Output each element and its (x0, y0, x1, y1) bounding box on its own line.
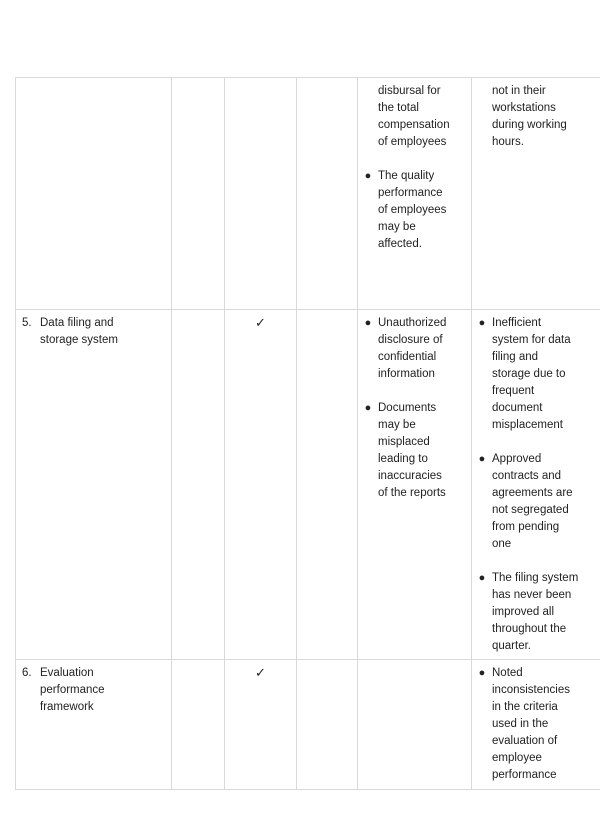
list-item: ● The quality performance of employees may be affected. (358, 168, 471, 253)
rating-cell (172, 660, 225, 790)
risk-cell (358, 78, 472, 310)
rating-cell (225, 78, 297, 310)
bullet-icon: ● (364, 170, 372, 182)
bullet-icon: ● (478, 572, 486, 584)
area-label: Evaluation performance framework (40, 667, 105, 713)
bullet-icon: ● (478, 453, 486, 465)
finding-cell (472, 660, 600, 790)
rating-cell (297, 78, 358, 310)
risk-cell (358, 660, 472, 790)
finding-cell (472, 310, 600, 660)
list-item: ● Unauthorized disclosure of confidential information (358, 315, 471, 383)
check-icon: ✓ (255, 316, 266, 331)
bullet-list (472, 310, 600, 655)
list-item: ● Approved contracts and agreements are not segregated from pending one (472, 451, 600, 553)
rating-cell (297, 310, 358, 660)
item-number: 5. (22, 317, 32, 329)
table-row (16, 310, 600, 660)
finding-cell (472, 78, 600, 310)
risk-cell (358, 310, 472, 660)
risk-assessment-table (15, 77, 600, 790)
table-row (16, 660, 600, 790)
area-item (16, 660, 171, 716)
area-cell (16, 660, 172, 790)
list-item: ● The filing system has never been improved all throughout the quarter. (472, 570, 600, 655)
bullet-list (358, 310, 471, 502)
list-item: ● Inefficient system for data filing and storage due to frequent document misplacement (472, 315, 600, 434)
area-cell (16, 78, 172, 310)
list-item: ● Noted inconsistencies in the criteria used in the evaluation of employee performance (472, 665, 600, 784)
bullet-list (358, 151, 471, 253)
area-label: Data filing and storage system (40, 317, 118, 346)
rating-cell (225, 660, 297, 790)
bullet-icon: ● (364, 317, 372, 329)
list-item: ● Documents may be misplaced leading to inaccuracies of the reports (358, 400, 471, 502)
rating-cell (225, 310, 297, 660)
bullet-list (472, 660, 600, 784)
bullet-icon: ● (478, 667, 486, 679)
area-item (16, 310, 171, 349)
item-number: 6. (22, 667, 32, 679)
check-icon: ✓ (255, 666, 266, 681)
rating-cell (172, 310, 225, 660)
table-row (16, 78, 600, 310)
continued-text: not in their workstations during working hours. (492, 85, 567, 148)
bullet-icon: ● (478, 317, 486, 329)
continued-text: disbursal for the total compensation of employees (378, 85, 450, 148)
bullet-icon: ● (364, 402, 372, 414)
rating-cell (297, 660, 358, 790)
rating-cell (172, 78, 225, 310)
area-cell (16, 310, 172, 660)
